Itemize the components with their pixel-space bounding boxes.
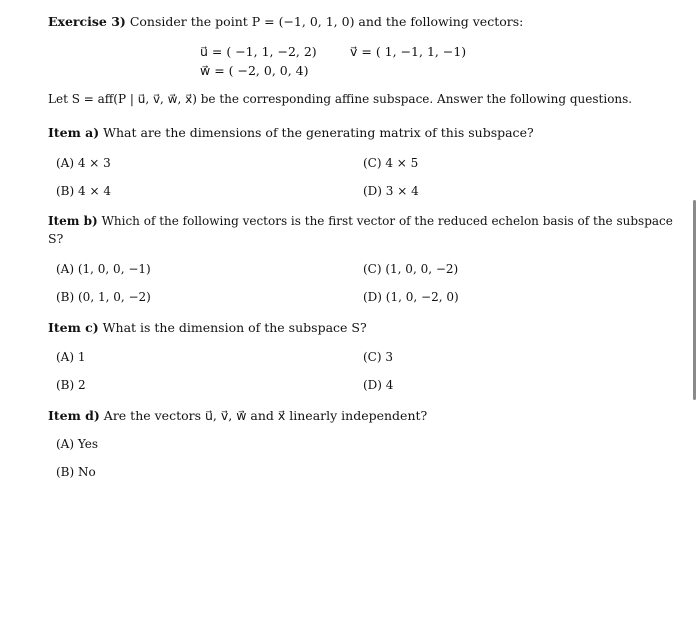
vector-w: w⃗ = ( −2, 0, 0, 4) <box>200 63 309 78</box>
item-b-question-cont: S? <box>48 231 64 246</box>
item-d-question <box>48 408 427 423</box>
item-b-option-d[interactable]: (D) (1, 0, −2, 0) <box>363 290 459 304</box>
item-b-option-b[interactable]: (B) (0, 1, 0, −2) <box>56 290 151 304</box>
item-c-option-a[interactable]: (A) 1 <box>56 350 86 364</box>
exercise-label: Exercise 3) <box>48 14 126 29</box>
exercise-header <box>48 14 523 29</box>
item-c-option-d[interactable]: (D) 4 <box>363 378 394 392</box>
vector-u: u⃗ = ( −1, 1, −2, 2) <box>200 44 317 59</box>
item-a-text: What are the dimensions of the generating matrix of this subspace? <box>103 125 534 140</box>
exercise-intro: Consider the point P = (−1, 0, 1, 0) and the following vectors: <box>129 14 524 29</box>
item-b-text: Which of the following vectors is the first vector of the reduced echelon basis of the subspace <box>101 214 673 228</box>
item-b-question <box>48 214 673 228</box>
subspace-definition: Let S = aff(P | u⃗, v⃗, w⃗, x⃗) be the corresponding affine subspace. Answer the following questions. <box>48 92 633 106</box>
item-b-label: Item b) <box>48 214 98 228</box>
item-a-question <box>48 125 534 140</box>
item-a-label: Item a) <box>48 125 100 140</box>
vertical-scrollbar[interactable] <box>693 200 696 400</box>
item-d-option-a[interactable]: (A) Yes <box>56 437 98 451</box>
item-a-option-a[interactable]: (A) 4 × 3 <box>56 156 111 170</box>
vector-v: v⃗ = ( 1, −1, 1, −1) <box>350 44 467 59</box>
item-d-label: Item d) <box>48 408 100 423</box>
item-a-option-b[interactable]: (B) 4 × 4 <box>56 184 111 198</box>
item-a-option-d[interactable]: (D) 3 × 4 <box>363 184 419 198</box>
item-b-option-a[interactable]: (A) (1, 0, 0, −1) <box>56 262 151 276</box>
item-c-label: Item c) <box>48 320 99 335</box>
item-b-option-c[interactable]: (C) (1, 0, 0, −2) <box>363 262 459 276</box>
item-d-text: Are the vectors u⃗, v⃗, w⃗ and x⃗ linearly independent? <box>103 408 428 423</box>
item-d-option-b[interactable]: (B) No <box>56 465 96 479</box>
item-c-question <box>48 320 367 335</box>
item-a-option-c[interactable]: (C) 4 × 5 <box>363 156 419 170</box>
item-c-option-c[interactable]: (C) 3 <box>363 350 393 364</box>
item-c-text: What is the dimension of the subspace S? <box>102 320 367 335</box>
item-c-option-b[interactable]: (B) 2 <box>56 378 86 392</box>
